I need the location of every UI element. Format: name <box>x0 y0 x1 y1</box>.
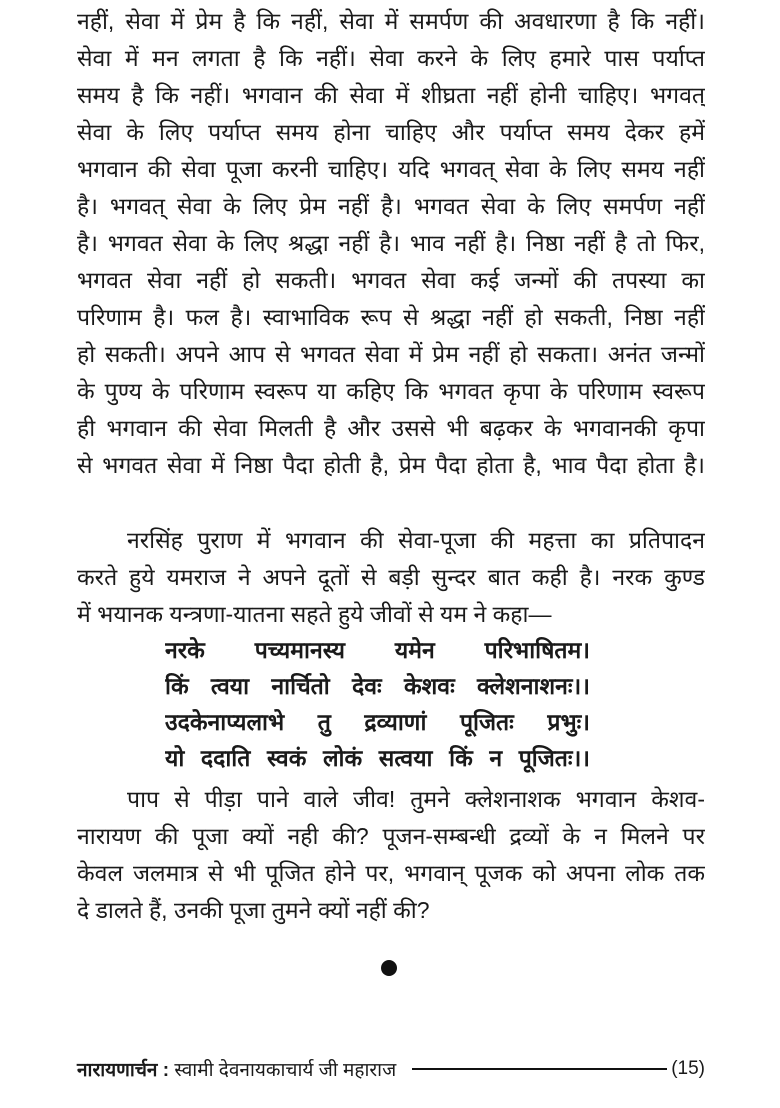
verse-line: किं त्वया नार्चितो देवः केशवः क्लेशनाशनः।। <box>165 673 590 699</box>
paragraph-3 <box>77 781 705 929</box>
paragraph-2 <box>77 522 705 633</box>
verse-line: नरके पच्यमानस्य यमेन परिभाषितम। <box>165 637 590 663</box>
sanskrit-verse <box>165 632 590 776</box>
book-title: नारायणार्चन : <box>77 1060 170 1081</box>
text-line: में भयानक यन्त्रणा-यातना सहते हुये जीवों से यम ने कहा— <box>77 601 552 627</box>
page-footer <box>77 1055 705 1083</box>
page-number: (15) <box>671 1058 705 1079</box>
text-line: हो सकती। अपने आप से भगवत सेवा में प्रेम नहीं हो सकता। अनंत जन्मों <box>77 341 705 367</box>
text-line: सेवा में मन लगता है कि नहीं। सेवा करने के लिए हमारे पास पर्याप्त <box>77 45 705 71</box>
text-line: के पुण्य के परिणाम स्वरूप या कहिए कि भगवत कृपा के परिणाम स्वरूप <box>77 378 705 404</box>
text-line: नारायण की पूजा क्यों नही की? पूजन-सम्बन्धी द्रव्यों के न मिलने पर <box>77 823 705 849</box>
text-line: ही भगवान की सेवा मिलती है और उससे भी बढ़कर के भगवानकी कृपा <box>77 415 705 441</box>
text-line: से भगवत सेवा में निष्ठा पैदा होती है, प्रेम पैदा होता है, भाव पैदा होता है। <box>77 452 705 478</box>
footer-rule <box>412 1068 667 1070</box>
text-line: समय है कि नहीं। भगवान की सेवा में शीघ्रता नहीं होनी चाहिए। भगवत् <box>77 82 705 108</box>
text-line: भगवान की सेवा पूजा करनी चाहिए। यदि भगवत् सेवा के लिए समय नहीं <box>77 156 705 182</box>
text-line: पाप से पीड़ा पाने वाले जीव! तुमने क्लेशनाशक भगवान केशव- <box>127 786 705 812</box>
text-line: दे डालते हैं, उनकी पूजा तुमने क्यों नहीं की? <box>77 897 430 923</box>
section-end-bullet-icon <box>381 960 397 976</box>
text-line: है। भगवत् सेवा के लिए प्रेम नहीं है। भगवत सेवा के लिए समर्पण नहीं <box>77 193 705 219</box>
text-line: है। भगवत सेवा के लिए श्रद्धा नहीं है। भाव नहीं है। निष्ठा नहीं है तो फिर, <box>77 230 705 256</box>
text-line: नहीं, सेवा में प्रेम है कि नहीं, सेवा में समर्पण की अवधारणा है कि नहीं। <box>77 8 705 34</box>
author-name: स्वामी देवनायकाचार्य जी महाराज <box>174 1060 397 1081</box>
verse-line: यो ददाति स्वकं लोकं सत्वया किं न पूजितः।। <box>165 745 590 771</box>
text-line: सेवा के लिए पर्याप्त समय होना चाहिए और पर्याप्त समय देकर हमें <box>77 119 705 145</box>
text-line: केवल जलमात्र से भी पूजित होने पर, भगवान् पूजक को अपना लोक तक <box>77 860 705 886</box>
paragraph-1 <box>77 3 705 484</box>
text-line: नरसिंह पुराण में भगवान की सेवा-पूजा की महत्ता का प्रतिपादन <box>127 527 705 553</box>
text-line: परिणाम है। फल है। स्वाभाविक रूप से श्रद्धा नहीं हो सकती, निष्ठा नहीं <box>77 304 705 330</box>
verse-line: उदकेनाप्यलाभे तु द्रव्याणां पूजितः प्रभुः। <box>165 709 590 735</box>
text-line: भगवत सेवा नहीं हो सकती। भगवत सेवा कई जन्मों की तपस्या का <box>77 267 705 293</box>
text-line: करते हुये यमराज ने अपने दूतों से बड़ी सुन्दर बात कही है। नरक कुण्ड <box>77 564 705 590</box>
